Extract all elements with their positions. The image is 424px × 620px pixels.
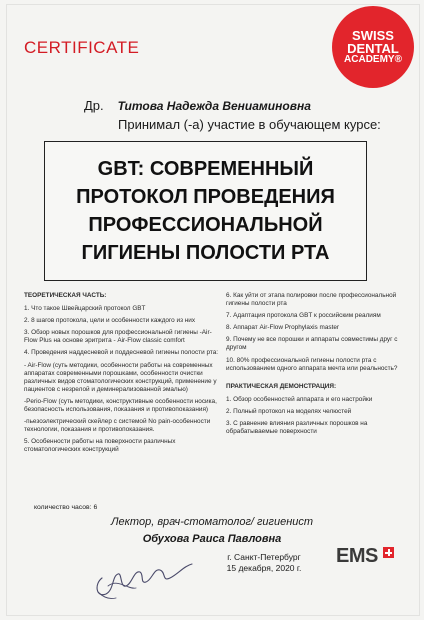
- theory-item: 1. Что такое Швейцарский протокол GBT: [24, 305, 146, 313]
- badge-line-1: SWISS: [352, 28, 394, 43]
- swiss-cross-icon: [383, 547, 394, 558]
- theory-item: 4. Проведения наддесневой и поддесневой гигиены полости рта:: [24, 349, 219, 357]
- practice-item: 1. Обзор особенностей аппарата и его настройки: [226, 395, 373, 403]
- theory-item: - Air-Flow (суть методики, особенности работы на современных аппаратах современными порошками, особенности очистки различных видов стоматологических конструкций, применение у пациентов с незрелой и деминерализованной эмалью): [24, 361, 217, 393]
- theory-item: -пьезоэлектрический скейлер с системой No pain-особенности технологии, показания и противопоказания.: [24, 418, 211, 434]
- course-title-line: ПРОТОКОЛ ПРОВЕДЕНИЯ: [76, 186, 335, 208]
- ems-logo: EMS: [336, 545, 378, 567]
- theory-right-column: [226, 292, 406, 440]
- participation-text: Принимал (-а) участие в обучающем курсе:: [118, 117, 381, 132]
- theory-item: -Perio-Flow (суть методики, конструктивные особенности носика, безопасность использования, показания и противопоказания): [24, 397, 217, 414]
- theory-column: [24, 292, 220, 459]
- recipient-line: [84, 98, 311, 113]
- date: 15 декабря, 2020 г.: [226, 563, 302, 573]
- theory-item: 2. 8 шагов протокола, цели и особенности каждого из них: [24, 317, 196, 325]
- hours-count: количество часов: 6: [34, 504, 98, 511]
- theory-item: 6. Как уйти от этапа полировки после профессиональной гигиены полости рта: [226, 292, 397, 308]
- lecturer-name: Обухова Раиса Павловна: [142, 533, 282, 545]
- theory-item: 7. Адаптация протокола GBT к российским реалиям: [226, 312, 381, 320]
- theory-item: 9. Почему не все порошки и аппараты совместимы друг с другом: [226, 336, 398, 352]
- theory-heading: ТЕОРЕТИЧЕСКАЯ ЧАСТЬ:: [24, 292, 107, 299]
- practice-heading: ПРАКТИЧЕСКАЯ ДЕМОНСТРАЦИЯ:: [226, 382, 337, 390]
- course-title-line: ГИГИЕНЫ ПОЛОСТИ РТА: [81, 242, 330, 264]
- swiss-dental-academy-logo: [332, 6, 414, 88]
- theory-item: 5. Особенности работы на поверхности различных стоматологических конструкций: [24, 438, 176, 454]
- city: г. Санкт-Петербург: [227, 552, 301, 562]
- course-title-line: ПРОФЕССИОНАЛЬНОЙ: [88, 214, 323, 236]
- place-date: [216, 552, 312, 574]
- theory-item: 8. Аппарат Air-Flow Prophylaxis master: [226, 324, 340, 332]
- recipient-prefix: Др.: [84, 98, 104, 113]
- practice-item: 2. Полный протокол на моделях челюстей: [226, 407, 352, 415]
- recipient-name: Титова Надежда Вениаминовна: [117, 99, 311, 113]
- practice-item: 3. С равнение влияния различных порошков на обрабатываемые поверхности: [226, 420, 368, 436]
- course-title-line: GBT: СОВРЕМЕННЫЙ: [97, 158, 314, 180]
- badge-line-2: DENTAL: [347, 41, 399, 56]
- certificate-label: CERTIFICATE: [24, 38, 140, 57]
- lecturer-role: Лектор, врач-стоматолог/ гигиенист: [110, 516, 314, 528]
- badge-line-3: ACADEMY®: [344, 54, 402, 65]
- course-title-box: [44, 141, 367, 281]
- theory-item: 10. 80% профессиональной гигиены полости рта с использованием одного аппарата мечта или реальность?: [226, 356, 398, 372]
- handwritten-signature: [88, 548, 200, 604]
- theory-item: 3. Обзор новых порошков для профессиональной гигиены -Air-Flow Plus на основе эритрита - Air-Flow classic comfort: [24, 329, 212, 345]
